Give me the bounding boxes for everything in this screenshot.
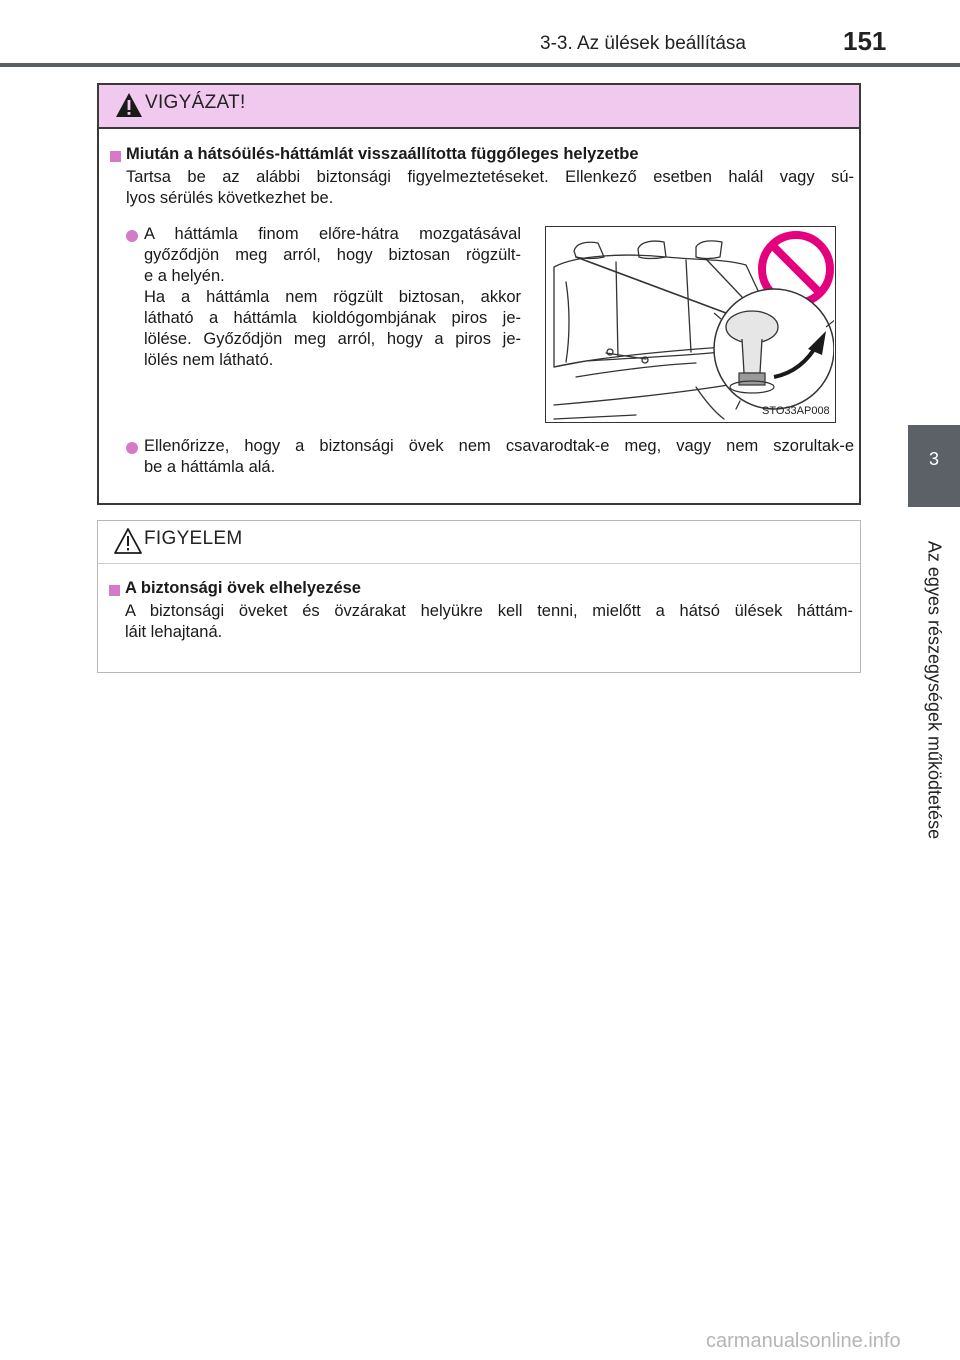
warning-heading: Miután a hátsóülés-háttámlát visszaállította függőleges helyzetbe — [126, 145, 639, 163]
section-title: 3-3. Az ülések beállítása — [540, 33, 746, 54]
text-line: be a háttámla alá. — [144, 458, 276, 476]
section-marker — [109, 585, 120, 596]
text-line: A biztonsági öveket és övzárakat helyükre kell tenni, mielőtt a hátsó ülések háttám- — [125, 602, 853, 620]
chapter-number: 3 — [928, 449, 939, 469]
rear-seat-drawing — [546, 227, 834, 421]
text-line: e a helyén. — [144, 267, 225, 285]
bullet-dot — [126, 230, 138, 242]
header-rule — [0, 63, 960, 67]
chapter-title: Az egyes részegységek működtetése — [924, 540, 945, 840]
warning-triangle-icon — [114, 91, 144, 119]
text-line: A háttámla finom előre-hátra mozgatásával — [144, 225, 521, 243]
caution-header — [98, 521, 860, 564]
bullet-check-belts — [144, 436, 854, 478]
text-line: látható a háttámla kioldógombjának piros je- — [144, 309, 521, 327]
text-line: Ha a háttámla nem rögzült biztosan, akkor — [144, 288, 521, 306]
page-number: 151 — [843, 26, 887, 56]
text-line: Tartsa be az alábbi biztonsági figyelmeztetéseket. Ellenkező esetben halál vagy sú- — [126, 168, 854, 186]
watermark: carmanualsonline.info — [706, 1330, 901, 1352]
warning-label: VIGYÁZAT! — [145, 92, 246, 113]
release-button-closeup — [714, 289, 834, 409]
caution-body — [125, 601, 853, 643]
bullet-check-latch — [144, 224, 521, 371]
warning-intro — [126, 167, 854, 209]
bullet-dot — [126, 442, 138, 454]
warning-header — [99, 85, 859, 129]
caution-triangle-icon — [113, 527, 143, 555]
text-line: győződjön meg arról, hogy biztosan rögzült- — [144, 246, 521, 264]
chapter-tab — [908, 425, 960, 507]
seatback-illustration — [545, 226, 836, 423]
caution-box — [97, 520, 861, 673]
text-line: lölése. Győződjön meg arról, hogy a piros je- — [144, 330, 521, 348]
text-line: Ellenőrizze, hogy a biztonsági övek nem csavarodtak-e meg, vagy nem szorultak-e — [144, 437, 854, 455]
figure-code: STO33AP008 — [762, 405, 830, 417]
text-line: lyos sérülés következhet be. — [126, 189, 334, 207]
caution-heading: A biztonsági övek elhelyezése — [125, 579, 361, 597]
caution-label: FIGYELEM — [144, 528, 243, 549]
section-marker — [110, 151, 121, 162]
text-line: lölés nem látható. — [144, 351, 274, 369]
text-line: láit lehajtaná. — [125, 623, 223, 641]
